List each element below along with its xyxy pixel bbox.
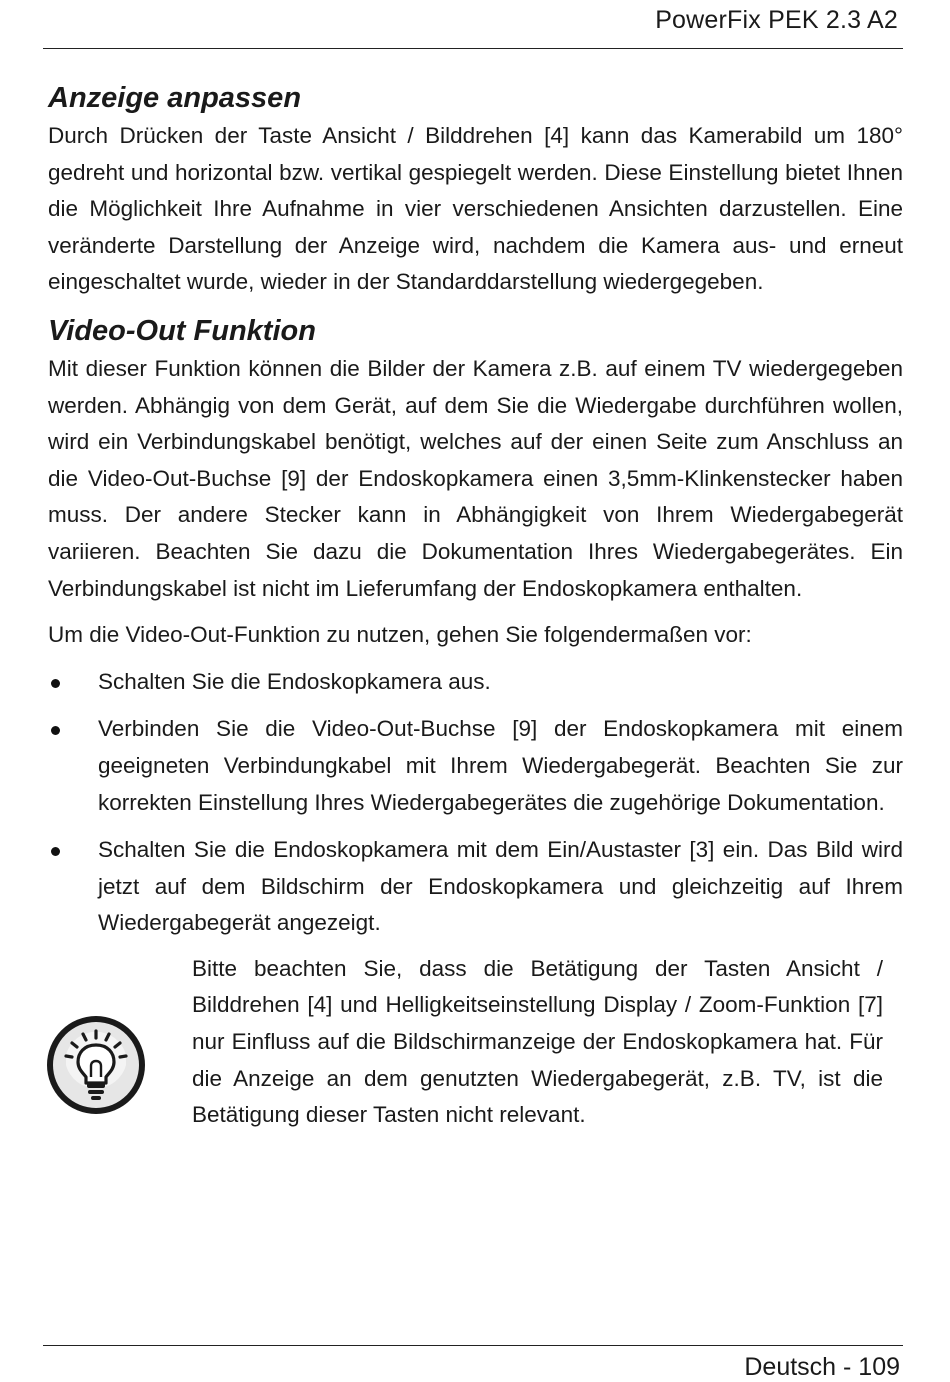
running-header: PowerFix PEK 2.3 A2 [655, 6, 898, 34]
section-body: Durch Drücken der Taste Ansicht / Bilddrehen [4] kann das Kamerabild um 180° gedreht und horizontal bzw. vertikal gespiegelt werden. Diese Einstellung bietet Ihnen die Möglichkeit Ihre Aufnahme in vier verschiedenen Ansichten darzustellen. Eine veränderte Darstellung der Anzeige wird, nachdem die Kamera aus- und erneut eingeschaltet wurde, wieder in der Standarddarstellung wiedergegeben. [48, 123, 903, 295]
bullet-icon [51, 726, 60, 735]
section-video-out [48, 311, 903, 1134]
header-rule [43, 48, 903, 49]
section-title: Video-Out Funktion [48, 314, 316, 347]
footer-rule [43, 1345, 903, 1346]
lightbulb-icon [44, 1013, 148, 1117]
section-title: Anzeige anpassen [48, 82, 302, 114]
list-item [48, 711, 903, 821]
list-item-text: Schalten Sie die Endoskopkamera mit dem Ein/Austaster [3] ein. Das Bild wird jetzt auf dem Bildschirm der Endoskopkamera und gleichzeitig auf Ihrem Wiedergabegerät angezeigt. [98, 837, 903, 936]
note-text: Bitte beachten Sie, dass die Betätigung der Tasten Ansicht / Bilddrehen [4] und Helligkeitseinstellung Display / Zoom-Funktion [7] nur Einfluss auf die Bildschirmanzeige der Endoskopkamera hat. Für die Anzeige an dem genutzten Wiedergabegerät, z.B. TV, ist die Betätigung dieser Tasten nicht relevant. [192, 955, 883, 1128]
list-item-text: Verbinden Sie die Video-Out-Buchse [9] der Endoskopkamera mit einem geeigneten Verbindungkabel mit Ihrem Wiedergabegerät. Beachten Sie zur korrekten Einstellung Ihres Wiedergabegerätes die zugehörige Dokumentation. [98, 716, 903, 815]
page-number: Deutsch - 109 [744, 1353, 900, 1381]
steps-intro: Um die Video-Out-Funktion zu nutzen, gehen Sie folgendermaßen vor: [48, 622, 752, 648]
section-anzeige-anpassen [48, 78, 903, 301]
note-box [48, 951, 903, 1134]
list-item-text: Schalten Sie die Endoskopkamera aus. [98, 668, 491, 694]
steps-list [48, 664, 903, 942]
page-content [48, 78, 903, 1134]
bullet-icon [51, 679, 60, 688]
list-item [48, 832, 903, 942]
section-body: Mit dieser Funktion können die Bilder der Kamera z.B. auf einem TV wiedergegeben werden. Abhängig von dem Gerät, auf dem Sie die Wiedergabe durchführen wollen, wird ein Verbindungskabel benötigt, welches auf der einen Seite zum Anschluss an die Video-Out-Buchse [9] der Endoskopkamera einen 3,5mm-Klinkenstecker haben muss. Der andere Stecker kann in Abhängigkeit von Ihrem Wiedergabegerät variieren. Beachten Sie dazu die Dokumentation Ihres Wiedergabegerätes. Ein Verbindungskabel ist nicht im Lieferumfang der Endoskopkamera enthalten. [48, 355, 903, 601]
list-item [48, 664, 903, 701]
bullet-icon [51, 847, 60, 856]
